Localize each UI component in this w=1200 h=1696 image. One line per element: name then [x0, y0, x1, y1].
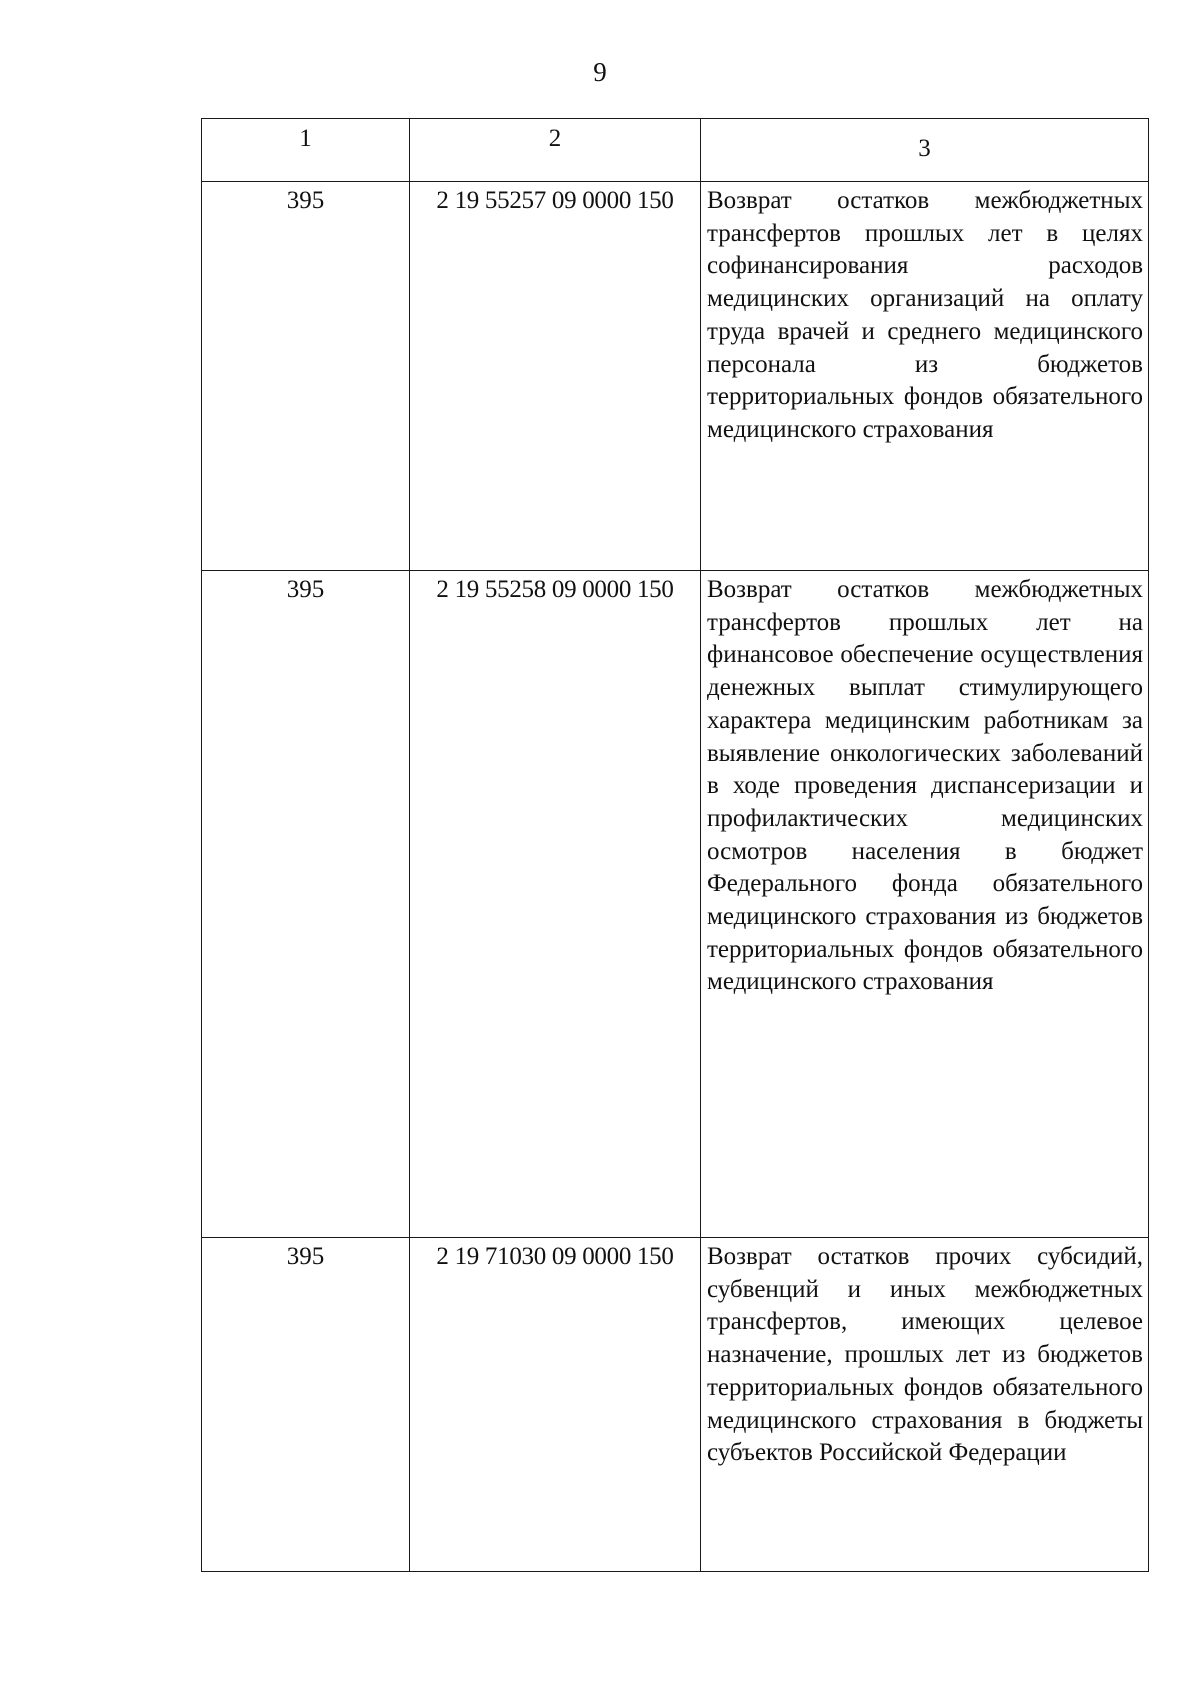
budget-codes-table: [201, 118, 1149, 1572]
column-header-2: 2: [410, 119, 701, 182]
column-header-1: 1: [202, 119, 410, 182]
table-header-row: [202, 119, 1149, 182]
admin-code-cell: 395: [202, 1238, 410, 1572]
description-cell: Возврат остатков межбюджетных трансфертов прошлых лет в целях софинансирования расходов медицинских организаций на оплату труда врачей и среднего медицинского персонала из бюджетов территориальных фондов обязательного медицинского страхования: [701, 182, 1149, 571]
budget-code-cell: 2 19 55257 09 0000 150: [410, 182, 701, 571]
table-row: [202, 571, 1149, 1238]
budget-code-cell: 2 19 55258 09 0000 150: [410, 571, 701, 1238]
description-cell: Возврат остатков прочих субсидий, субвенций и иных межбюджетных трансфертов, имеющих целевое назначение, прошлых лет из бюджетов территориальных фондов обязательного медицинского страхования в бюджеты субъектов Российской Федерации: [701, 1238, 1149, 1572]
page-number: 9: [593, 57, 607, 87]
admin-code-cell: 395: [202, 182, 410, 571]
table-row: [202, 182, 1149, 571]
column-header-3: 3: [701, 119, 1149, 182]
description-cell: Возврат остатков межбюджетных трансфертов прошлых лет на финансовое обеспечение осуществления денежных выплат стимулирующего характера медицинским работникам за выявление онкологических заболеваний в ходе проведения диспансеризации и профилактических медицинских осмотров населения в бюджет Федерального фонда обязательного медицинского страхования из бюджетов территориальных фондов обязательного медицинского страхования: [701, 571, 1149, 1238]
admin-code-cell: 395: [202, 571, 410, 1238]
table-row: [202, 1238, 1149, 1572]
budget-code-cell: 2 19 71030 09 0000 150: [410, 1238, 701, 1572]
